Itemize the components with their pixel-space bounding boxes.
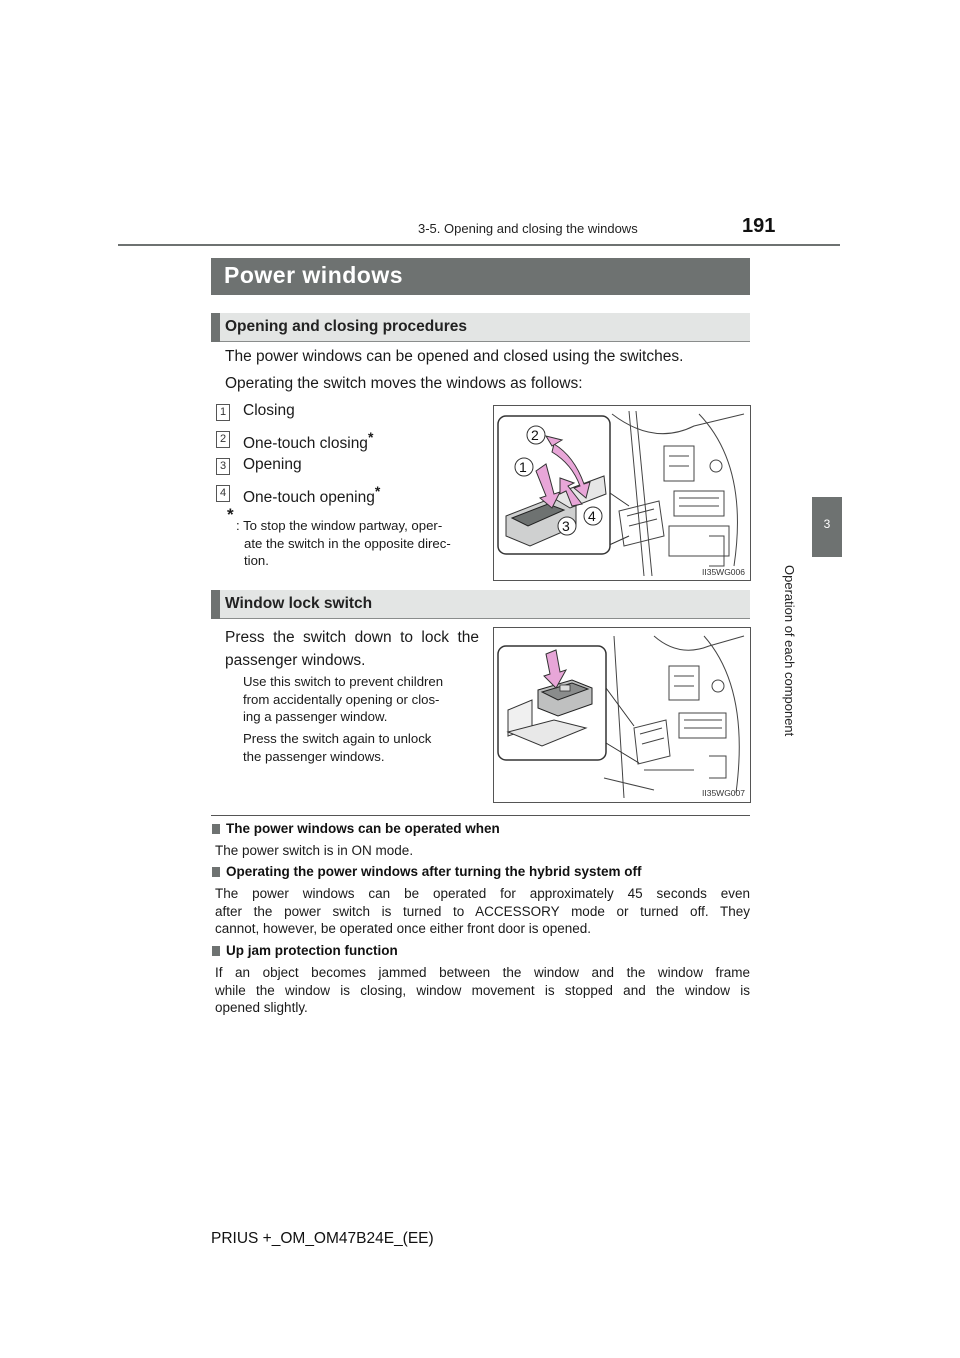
list-number: 2 [216,431,230,448]
asterisk-mark: * [374,483,381,499]
note-heading-text: The power windows can be operated when [226,821,500,836]
note-line: cannot, however, be operated once either front door is opened. [215,921,592,936]
lock-instruction [225,626,479,672]
callout-2: 2 [531,427,539,443]
lock-note-line: Use this switch to prevent children [243,674,444,689]
chapter-title [782,565,810,815]
list-item-one-touch-opening [243,483,380,507]
footnote-asterisk: * [227,505,234,524]
lock-note-1 [243,673,479,726]
list-number: 4 [216,485,230,502]
lock-instruction-line: passenger windows. [225,652,366,669]
note-heading-text: Operating the power windows after turning the hybrid system off [226,864,642,879]
window-switch-illustration [494,406,750,580]
note-heading-text: Up jam protection function [226,943,398,958]
list-item-one-touch-closing [243,429,373,453]
callout-1: 1 [519,459,527,475]
page-title: Power windows [224,262,404,288]
note-body-operable [215,842,750,860]
section-header: 3-5. Opening and closing the windows [418,221,638,236]
note-body-jam [215,964,750,1017]
lock-instruction-line: Press the switch down to lock the [225,629,479,646]
chapter-number: 3 [823,517,831,531]
page-number: 191 [742,215,776,237]
list-number: 1 [216,404,230,421]
window-lock-illustration [494,628,750,802]
subsection-accent [211,313,220,342]
footnote-line: ate the switch in the opposite direc- [244,535,451,551]
subsection-heading-lock: Window lock switch [225,595,373,612]
square-bullet-icon [212,946,220,956]
square-bullet-icon [212,867,220,877]
footnote [236,517,468,570]
footnote-line: tion. [244,553,269,568]
note-line: opened slightly. [215,1000,308,1015]
note-line: If an object becomes jammed between the window and the window frame [215,965,750,980]
lock-note-2 [243,730,479,765]
note-heading-jam [212,943,398,958]
intro-text-2: Operating the switch moves the windows as follows: [225,375,583,392]
note-line: while the window is closing, window movement is stopped and the window is [215,982,750,998]
list-item-label: One-touch closing [243,435,368,453]
note-line: The power switch is in ON mode. [215,843,414,858]
lock-note-line: Press the switch again to unlock [243,731,432,746]
callout-3: 3 [562,518,570,534]
figure-code: II35WG006 [702,567,745,577]
list-item-opening: Opening [243,456,302,473]
note-heading-operable [212,821,500,836]
figure-code: II35WG007 [702,788,745,798]
asterisk-mark: * [367,429,374,445]
chapter-title-text: Operation of each component [782,565,797,737]
list-number: 3 [216,458,230,475]
note-body-after-off [215,885,750,938]
lock-note-line: from accidentally opening or clos- [243,691,440,707]
notes-divider [211,815,750,816]
window-lock-figure [493,627,751,803]
window-switch-figure [493,405,751,581]
footnote-line: : To stop the window partway, oper- [236,518,443,533]
subsection-heading-opening: Opening and closing procedures [225,318,468,335]
subsection-accent [211,590,220,619]
lock-note-line: the passenger windows. [243,748,385,764]
note-line: The power windows can be operated for approximately 45 seconds even [215,886,750,901]
header-rule [118,244,840,246]
lock-note-line: ing a passenger window. [243,709,388,724]
footer-doc-code: PRIUS +_OM_OM47B24E_(EE) [211,1230,434,1247]
list-item-label: One-touch opening [243,489,375,507]
intro-text-1: The power windows can be opened and closed using the switches. [225,348,684,365]
note-line: after the power switch is turned to ACCESSORY mode or turned off. They [215,903,750,919]
square-bullet-icon [212,824,220,834]
callout-4: 4 [588,508,596,524]
list-item-closing: Closing [243,402,295,419]
note-heading-after-off [212,864,642,879]
